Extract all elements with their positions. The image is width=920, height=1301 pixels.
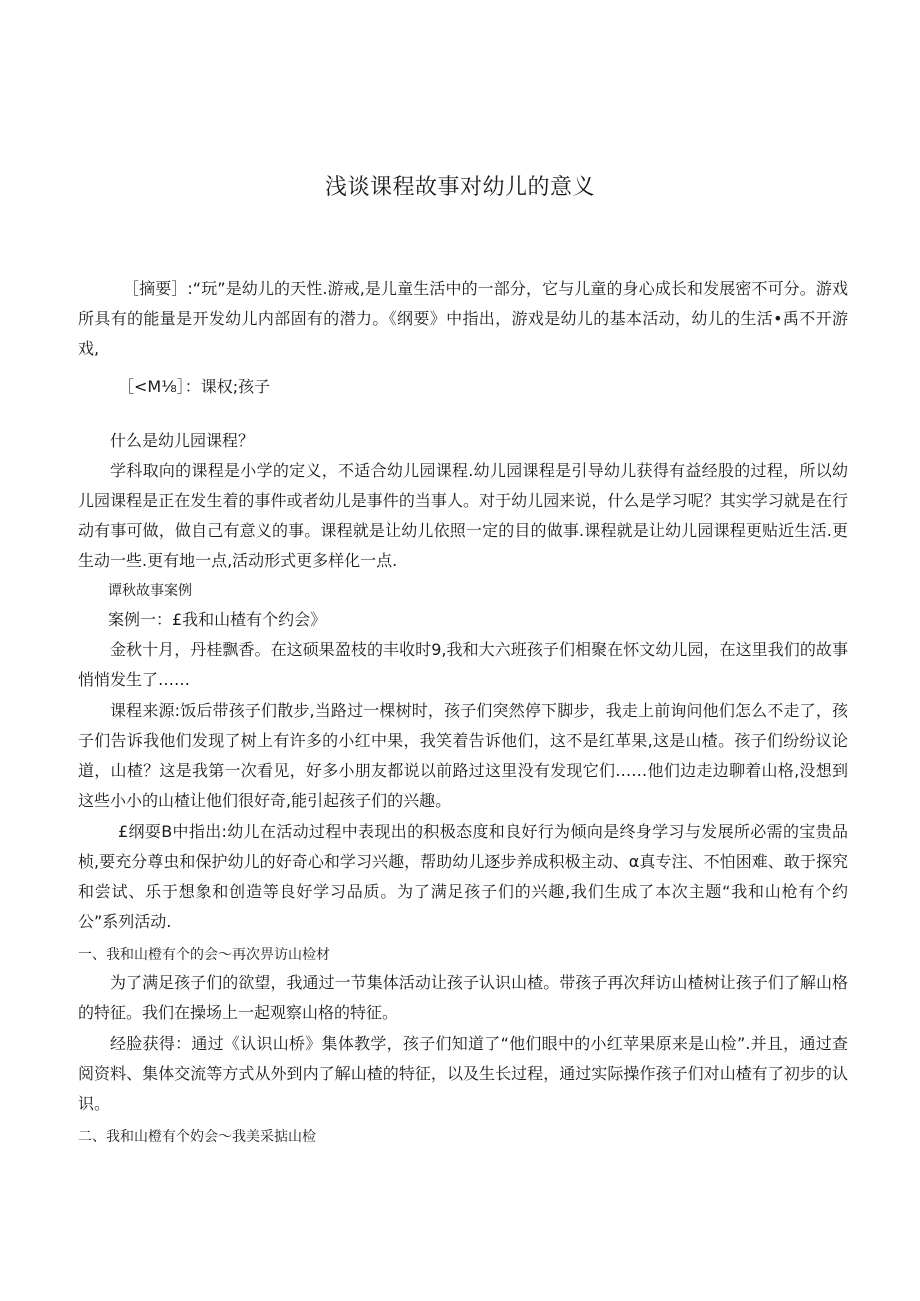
abstract-paragraph: ［摘要］:“玩”是幼儿的天性.游戒,是儿童生活中的一部分，它与儿童的身心成长和发展密不可分。游戏所具有的能量是开发幼儿内部固有的潜力。《纲要》中指出，游戏是幼儿的基本活动，幼儿的生活•禹不开游戏, (78, 279, 848, 358)
section-one-heading: 一、我和山橙有个的会〜再次畀访山检材 (78, 947, 330, 963)
question-heading: 什么是幼儿园课程？ (110, 431, 255, 450)
course-origin-paragraph: 课程来源:饭后带孩子们散步,当路过一棵树时，孩子们突然停下脚步，我走上前询问他们怎么不走了，孩子们告诉我他们发现了树上有许多的小红中果，我笑着告诉他们，这不是红革果,这是山楂。孩子们纷纷议论道，山楂？这是我第一次看见，好多小朋友都说以前路过这里没有发现它们……他们边走边聊着山格,没想到这些小小的山楂让他们很好奇,能引起孩子们的兴趣。 (78, 701, 848, 810)
experience-gained-paragraph: 经脸获得：通过《认识山桥》集体教学，孩子们知道了“他们眼中的小红苹果原来是山检”.并且，通过查阅资料、集体交流等方式从外到内了解山楂的特征，以及生长过程，通过实际操作孩子们对山楂有了初步的认识。 (78, 1034, 848, 1113)
guideline-paragraph: £纲耍B中指出:幼儿在活动过程中表现出的积极态度和良好行为倾向是终身学习与发展所必需的宝贵品桢,要充分尊虫和保护幼儿的好奇心和学习兴趣，帮助幼儿逐步养成积极主动、α真专注、不怕困难、敢于探究和尝试、乐于想象和创造等良好学习品质。为了满足孩子们的兴趣,我们生成了本次主题“我和山枪有个约公”系列活动. (78, 822, 848, 931)
keywords-line: ［<M⅛］：课权;孩子 (118, 377, 271, 396)
autumn-intro-paragraph: 金秋十月，丹桂飘香。在这硕果盈枝的丰收时9,我和大六班孩子们相聚在怀文幼儿园，在这里我们的故事悄悄发生了…… (78, 640, 848, 689)
document-title: 浅谈课程故事对幼儿的意义 (324, 175, 595, 200)
curriculum-definition-paragraph: 学科取向的课程是小学的定义，不适合幼儿园课程.幼儿园课程是引导幼儿获得有益经股的过程，所以幼儿园课程是正在发生着的事件或者幼儿是事件的当事人。对于幼儿园来说，什么是学习呢？其实学习就是在行动有事可做，做自己有意义的事。课程就是让幼儿依照一定的目的做事.课程就是让幼儿园课程更贴近生活.更生动一些.更有地一点,活动形式更多样化一点. (78, 461, 848, 570)
collective-activity-paragraph: 为了满足孩子们的欲望，我通过一节集体活动让孩子认识山楂。带孩子再次拜访山楂树让孩子们了解山格的特征。我们在操场上一起观察山格的特征。 (78, 973, 848, 1022)
section-two-heading: 二、我和山橙有个妁会〜我美采掂山检 (78, 1129, 316, 1145)
case-section-heading: 谭秋故事案例 (108, 583, 192, 599)
case-one-title: 案例一：£我和山楂有个约会》 (108, 610, 327, 629)
